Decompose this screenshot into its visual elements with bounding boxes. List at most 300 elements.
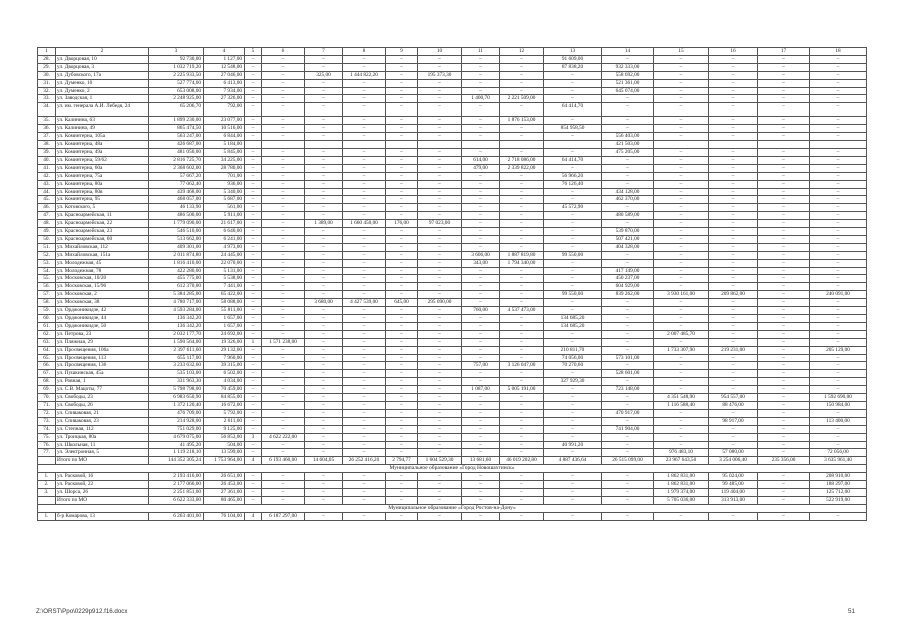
value-cell: 313 913,00 <box>709 496 758 504</box>
value-cell: – <box>462 172 500 180</box>
value-cell: – <box>758 401 810 409</box>
value-cell: – <box>305 63 343 71</box>
value-cell: 26 453,00 <box>204 481 245 489</box>
value-cell: 854 958,50 <box>544 125 602 133</box>
value-cell: – <box>758 322 810 330</box>
value-cell: 535 103,00 <box>149 370 204 378</box>
value-cell: 14 604,05 <box>305 457 343 465</box>
row-number-cell: 30. <box>38 71 56 79</box>
value-cell: – <box>810 441 867 449</box>
value-cell: – <box>418 441 462 449</box>
value-cell: 34 225,00 <box>204 156 245 164</box>
table-row <box>38 172 867 180</box>
address-cell: ул. Коминтерна, 48а <box>56 141 149 149</box>
value-cell: – <box>245 133 262 141</box>
address-cell: ул. Молодежная, 45 <box>56 259 149 267</box>
value-cell: – <box>305 441 343 449</box>
value-cell: 2 368 602,00 <box>149 164 204 172</box>
value-cell: – <box>810 512 867 520</box>
value-cell: – <box>709 243 758 251</box>
value-cell: 28 780,00 <box>204 164 245 172</box>
value-cell: – <box>418 307 462 315</box>
value-cell: – <box>245 378 262 386</box>
value-cell: 612 370,00 <box>149 283 204 291</box>
value-cell: – <box>245 117 262 125</box>
value-cell: – <box>418 291 462 299</box>
value-cell: 6 193 460,00 <box>262 457 305 465</box>
value-cell: 653 008,00 <box>149 87 204 95</box>
address-cell: ул. Московская, 38 <box>56 299 149 307</box>
table-row <box>38 63 867 71</box>
value-cell: – <box>386 275 418 283</box>
value-cell: 539 870,00 <box>602 228 654 236</box>
value-cell: – <box>343 409 386 417</box>
value-cell: – <box>386 259 418 267</box>
value-cell: – <box>386 79 418 87</box>
value-cell: – <box>262 378 305 386</box>
value-cell: – <box>810 259 867 267</box>
value-cell: 19 326,00 <box>204 338 245 346</box>
value-cell: – <box>810 251 867 259</box>
value-cell: – <box>245 401 262 409</box>
value-cell: – <box>500 71 544 79</box>
value-cell: – <box>462 148 500 156</box>
value-cell: – <box>810 79 867 87</box>
value-cell: 39 315,00 <box>204 362 245 370</box>
value-cell: – <box>418 496 462 504</box>
value-cell <box>305 141 343 149</box>
value-cell: – <box>654 95 709 103</box>
value-cell: – <box>418 409 462 417</box>
value-cell: – <box>544 370 602 378</box>
value-cell: – <box>709 87 758 95</box>
value-cell: – <box>810 386 867 394</box>
table-row <box>38 251 867 259</box>
value-cell: – <box>758 362 810 370</box>
value-cell: 5 340,00 <box>204 188 245 196</box>
value-cell: 2 339 822,00 <box>500 164 544 172</box>
value-cell: 5 792,00 <box>204 409 245 417</box>
value-cell: – <box>386 401 418 409</box>
value-cell: – <box>500 243 544 251</box>
value-cell: – <box>343 212 386 220</box>
value-cell: – <box>500 283 544 291</box>
value-cell: 55 811,00 <box>204 307 245 315</box>
address-cell: ул. Коминтерна, 59/62 <box>56 156 149 164</box>
value-cell <box>343 141 386 149</box>
column-header: 18 <box>810 48 867 56</box>
row-number-cell <box>38 457 56 465</box>
value-cell: – <box>654 307 709 315</box>
value-cell: 95 024,00 <box>709 473 758 481</box>
value-cell: 1 899 230,00 <box>149 117 204 125</box>
value-cell: – <box>654 425 709 433</box>
value-cell: – <box>500 79 544 87</box>
value-cell: – <box>418 103 462 117</box>
row-number-cell: 42. <box>38 172 56 180</box>
value-cell: – <box>418 55 462 63</box>
address-cell: ул. Думенко, 2 <box>56 87 149 95</box>
value-cell: – <box>262 164 305 172</box>
value-cell: – <box>810 156 867 164</box>
value-cell: – <box>810 299 867 307</box>
value-cell: – <box>262 204 305 212</box>
table-row <box>38 322 867 330</box>
value-cell: – <box>245 275 262 283</box>
value-cell: – <box>418 370 462 378</box>
value-cell: – <box>386 322 418 330</box>
value-cell: – <box>262 156 305 164</box>
value-cell: 1 604 529,30 <box>418 457 462 465</box>
value-cell: – <box>758 330 810 338</box>
value-cell: 3 126 047,00 <box>500 362 544 370</box>
value-cell: 136 342,20 <box>149 315 204 323</box>
value-cell: 13 599,00 <box>204 449 245 457</box>
value-cell: – <box>386 354 418 362</box>
value-cell: – <box>305 275 343 283</box>
value-cell: – <box>262 417 305 425</box>
value-cell: – <box>544 79 602 87</box>
value-cell: 65 206,70 <box>149 103 204 117</box>
value-cell: – <box>305 148 343 156</box>
value-cell: – <box>343 307 386 315</box>
value-cell: – <box>245 409 262 417</box>
value-cell: – <box>418 235 462 243</box>
value-cell: – <box>810 95 867 103</box>
value-cell: – <box>544 95 602 103</box>
value-cell: 46 019 202,80 <box>500 457 544 465</box>
column-header: 11 <box>462 48 500 56</box>
row-number-cell: 41. <box>38 164 56 172</box>
address-cell: ул. Коминтерна, 95 <box>56 196 149 204</box>
value-cell: 26 252 416,20 <box>343 457 386 465</box>
table-row <box>38 338 867 346</box>
value-cell: – <box>654 196 709 204</box>
row-number-cell: 33. <box>38 95 56 103</box>
address-cell: ул. Свободы, 26 <box>56 401 149 409</box>
value-cell: – <box>245 299 262 307</box>
value-cell: – <box>245 417 262 425</box>
value-cell: – <box>305 267 343 275</box>
value-cell: 1 862 831,00 <box>654 473 709 481</box>
value-cell: – <box>305 481 343 489</box>
value-cell: – <box>343 188 386 196</box>
table-row <box>38 307 867 315</box>
value-cell: 7 934,00 <box>204 87 245 95</box>
table-row <box>38 228 867 236</box>
value-cell: – <box>602 481 654 489</box>
value-cell: – <box>262 71 305 79</box>
value-cell: 932 333,00 <box>602 63 654 71</box>
value-cell: 176,00 <box>386 220 418 228</box>
address-cell: ул. Коминтерна, 80а <box>56 180 149 188</box>
value-cell: 10 516,00 <box>204 125 245 133</box>
value-cell: 3 606,00 <box>462 251 500 259</box>
value-cell: – <box>343 322 386 330</box>
value-cell: – <box>500 235 544 243</box>
table-row <box>38 117 867 125</box>
address-cell: б-р Комарова, 13 <box>56 512 149 520</box>
value-cell: – <box>343 386 386 394</box>
value-cell: – <box>386 148 418 156</box>
row-number-cell: 57. <box>38 291 56 299</box>
value-cell: 5 005 191,00 <box>500 386 544 394</box>
table-row <box>38 180 867 188</box>
value-cell: – <box>262 220 305 228</box>
value-cell: 4 973,00 <box>204 243 245 251</box>
value-cell: – <box>386 164 418 172</box>
value-cell: – <box>305 346 343 354</box>
value-cell: – <box>386 512 418 520</box>
value-cell: – <box>709 204 758 212</box>
value-cell: – <box>544 259 602 267</box>
value-cell: 24 445,00 <box>204 251 245 259</box>
value-cell: – <box>709 307 758 315</box>
table-row <box>38 156 867 164</box>
value-cell: – <box>709 378 758 386</box>
value-cell: 4 679 075,00 <box>149 433 204 441</box>
value-cell: – <box>386 315 418 323</box>
value-cell: – <box>709 156 758 164</box>
table-row <box>38 103 867 117</box>
value-cell: 3 680,00 <box>305 299 343 307</box>
value-cell: – <box>709 354 758 362</box>
value-cell: 235 356,00 <box>758 457 810 465</box>
value-cell: – <box>602 433 654 441</box>
value-cell: 865 474,50 <box>149 125 204 133</box>
value-cell: – <box>418 63 462 71</box>
value-cell: – <box>758 394 810 402</box>
value-cell: – <box>305 386 343 394</box>
value-cell: – <box>810 267 867 275</box>
value-cell: – <box>810 133 867 141</box>
table-row <box>38 315 867 323</box>
value-cell: – <box>262 243 305 251</box>
value-cell: – <box>462 449 500 457</box>
value-cell: – <box>544 117 602 125</box>
value-cell: – <box>462 299 500 307</box>
value-cell: 1 032 719,20 <box>149 63 204 71</box>
value-cell: – <box>386 488 418 496</box>
value-cell: 558 692,00 <box>602 71 654 79</box>
table-row <box>38 95 867 103</box>
value-cell: – <box>462 394 500 402</box>
value-cell: – <box>602 488 654 496</box>
row-number-cell: 45. <box>38 196 56 204</box>
value-cell: – <box>709 133 758 141</box>
value-cell: 521 361,00 <box>602 79 654 87</box>
table-row <box>38 125 867 133</box>
value-cell: – <box>544 417 602 425</box>
value-cell: 4 622 222,00 <box>262 433 305 441</box>
value-cell: – <box>500 481 544 489</box>
table-row <box>38 378 867 386</box>
value-cell: 757,00 <box>462 362 500 370</box>
value-cell: – <box>262 315 305 323</box>
value-cell: – <box>462 401 500 409</box>
page-number: 51 <box>848 608 855 615</box>
value-cell: – <box>602 220 654 228</box>
value-cell: 2 397 611,60 <box>149 346 204 354</box>
value-cell: – <box>343 370 386 378</box>
value-cell: – <box>758 55 810 63</box>
value-cell: 12 548,00 <box>204 63 245 71</box>
value-cell: – <box>305 243 343 251</box>
value-cell: – <box>305 95 343 103</box>
row-number-cell: 37. <box>38 133 56 141</box>
value-cell: – <box>709 79 758 87</box>
value-cell: – <box>418 148 462 156</box>
address-cell: ул. Калинина, 63 <box>56 117 149 125</box>
table-row <box>38 259 867 267</box>
value-cell: – <box>810 188 867 196</box>
value-cell: – <box>810 330 867 338</box>
table-row <box>38 133 867 141</box>
address-cell: ул. Калинина, 49 <box>56 125 149 133</box>
value-cell: – <box>305 196 343 204</box>
value-cell: – <box>386 346 418 354</box>
value-cell: – <box>262 354 305 362</box>
value-cell: – <box>810 275 867 283</box>
value-cell: 573 101,00 <box>602 354 654 362</box>
value-cell: – <box>418 362 462 370</box>
value-cell: – <box>544 299 602 307</box>
value-cell: 1 116 588,40 <box>654 401 709 409</box>
value-cell: – <box>654 235 709 243</box>
value-cell: – <box>654 55 709 63</box>
address-cell: ул. Дубовского, 17а <box>56 71 149 79</box>
value-cell: – <box>758 148 810 156</box>
value-cell: – <box>810 243 867 251</box>
value-cell: – <box>245 291 262 299</box>
value-cell: 134 685,20 <box>544 315 602 323</box>
row-number-cell: 77. <box>38 449 56 457</box>
value-cell: 936,00 <box>204 180 245 188</box>
value-cell: – <box>462 204 500 212</box>
row-number-cell: 65. <box>38 354 56 362</box>
value-cell: – <box>245 243 262 251</box>
value-cell: 6 241,00 <box>204 235 245 243</box>
value-cell: – <box>386 172 418 180</box>
address-cell: ул. Спиваковая, 23 <box>56 417 149 425</box>
value-cell: – <box>709 433 758 441</box>
value-cell: 125 712,00 <box>810 488 867 496</box>
value-cell: – <box>386 71 418 79</box>
value-cell: – <box>305 117 343 125</box>
value-cell: – <box>305 401 343 409</box>
value-cell: – <box>500 488 544 496</box>
value-cell: – <box>758 103 810 117</box>
value-cell: 1 571 238,00 <box>262 338 305 346</box>
value-cell: 6 502,00 <box>204 370 245 378</box>
value-cell: 27 326,00 <box>204 95 245 103</box>
value-cell: – <box>462 496 500 504</box>
value-cell: 546 510,00 <box>149 228 204 236</box>
value-cell: – <box>305 251 343 259</box>
value-cell: 513 662,00 <box>149 235 204 243</box>
value-cell: – <box>709 512 758 520</box>
value-cell: – <box>245 188 262 196</box>
value-cell: 4 034,00 <box>204 378 245 386</box>
value-cell: – <box>654 71 709 79</box>
value-cell: 5 184,00 <box>204 141 245 149</box>
value-cell: – <box>343 346 386 354</box>
value-cell: – <box>262 55 305 63</box>
value-cell: – <box>709 55 758 63</box>
value-cell: – <box>305 378 343 386</box>
row-number-cell: 72. <box>38 409 56 417</box>
value-cell: – <box>602 180 654 188</box>
value-cell: – <box>709 386 758 394</box>
value-cell: 97 023,00 <box>418 220 462 228</box>
value-cell: – <box>602 95 654 103</box>
value-cell: – <box>245 386 262 394</box>
value-cell: – <box>343 251 386 259</box>
value-cell: – <box>654 409 709 417</box>
value-cell: – <box>758 133 810 141</box>
value-cell: – <box>305 409 343 417</box>
value-cell: – <box>500 228 544 236</box>
value-cell: – <box>386 87 418 95</box>
value-cell: – <box>758 488 810 496</box>
value-cell: 27 361,00 <box>204 488 245 496</box>
value-cell: 1 127,00 <box>204 55 245 63</box>
value-cell: 476 709,00 <box>149 409 204 417</box>
value-cell: – <box>245 488 262 496</box>
value-cell: – <box>418 401 462 409</box>
value-cell: – <box>418 125 462 133</box>
value-cell: – <box>343 330 386 338</box>
address-cell: ул. Просвещения, 136 <box>56 362 149 370</box>
value-cell: – <box>418 156 462 164</box>
address-cell: ул. Молодежная, 78 <box>56 267 149 275</box>
value-cell: 23 077,00 <box>204 117 245 125</box>
value-cell: – <box>305 55 343 63</box>
value-cell: – <box>343 79 386 87</box>
value-cell: 57 080,00 <box>709 449 758 457</box>
value-cell: – <box>245 103 262 117</box>
value-cell: – <box>305 433 343 441</box>
table-row <box>38 433 867 441</box>
value-cell: – <box>462 370 500 378</box>
value-cell: – <box>500 133 544 141</box>
value-cell: – <box>262 259 305 267</box>
value-cell: 2 225 933,50 <box>149 71 204 79</box>
value-cell: – <box>305 259 343 267</box>
value-cell: 1 657,00 <box>204 322 245 330</box>
value-cell: – <box>305 212 343 220</box>
row-number-cell: 3. <box>38 488 56 496</box>
value-cell: – <box>810 212 867 220</box>
value-cell: – <box>262 322 305 330</box>
value-cell: 455 775,00 <box>149 275 204 283</box>
value-cell: – <box>758 449 810 457</box>
value-cell: – <box>602 156 654 164</box>
value-cell: – <box>262 188 305 196</box>
value-cell: – <box>544 488 602 496</box>
address-cell: ул. Красноармейская, 11 <box>56 212 149 220</box>
value-cell: – <box>544 148 602 156</box>
row-number-cell: 55. <box>38 275 56 283</box>
value-cell: 29 132,00 <box>204 346 245 354</box>
value-cell: 4 887 436,64 <box>544 457 602 465</box>
value-cell: – <box>810 55 867 63</box>
value-cell: – <box>245 180 262 188</box>
row-number-cell: 44. <box>38 188 56 196</box>
value-cell: – <box>245 259 262 267</box>
value-cell: – <box>305 235 343 243</box>
value-cell: – <box>758 512 810 520</box>
